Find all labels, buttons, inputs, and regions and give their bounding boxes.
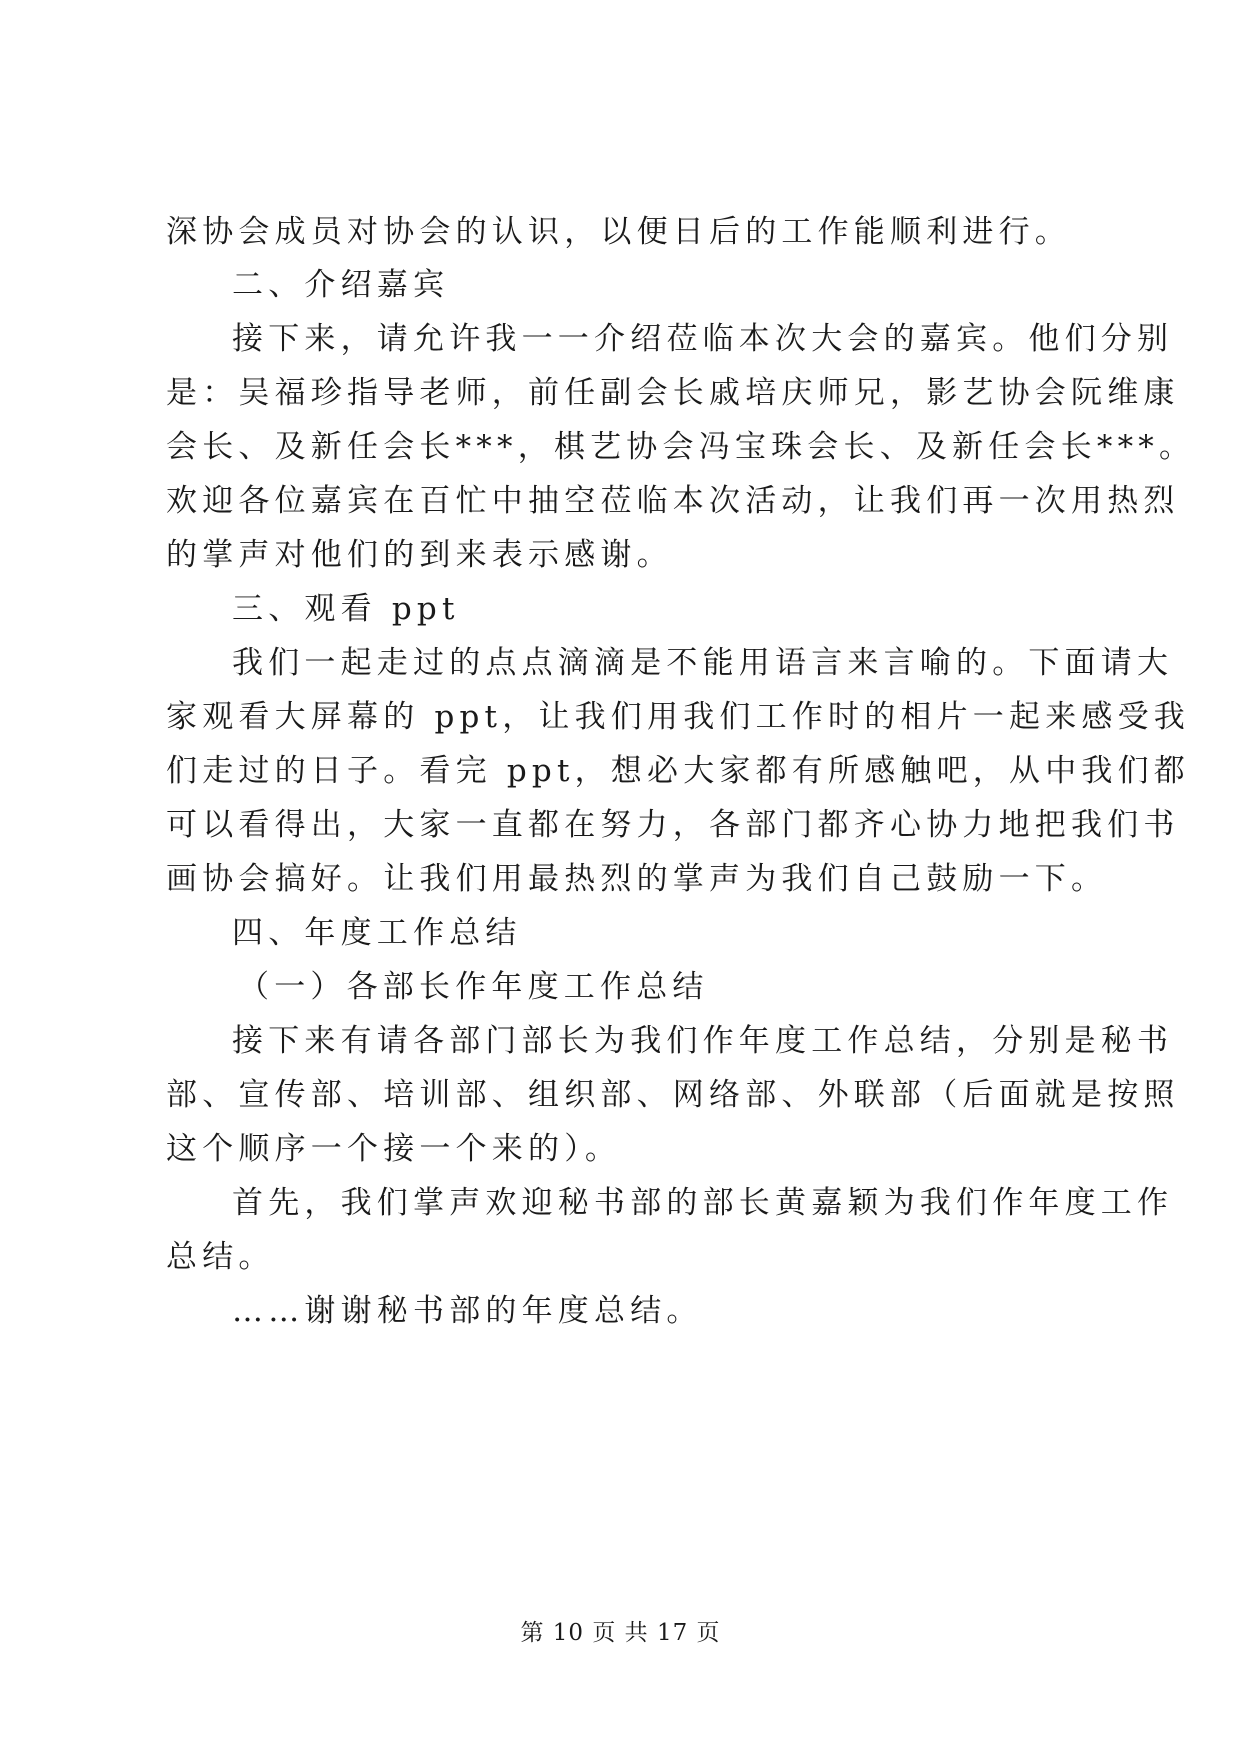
page-number-footer: 第 10 页 共 17 页: [520, 1620, 721, 1646]
text-line: 们走过的日子。看完 ppt，想必大家都有所感触吧，从中我们都: [166, 753, 1190, 789]
text-line: 可以看得出，大家一直都在努力，各部门都齐心协力地把我们书: [166, 807, 1180, 843]
text-line: ……谢谢秘书部的年度总结。: [232, 1293, 703, 1329]
text-line: 家观看大屏幕的 ppt，让我们用我们工作时的相片一起来感受我: [166, 699, 1190, 735]
text-line: 接下来，请允许我一一介绍莅临本次大会的嘉宾。他们分别: [232, 321, 1174, 357]
text-line: 是：吴福珍指导老师，前任副会长戚培庆师兄，影艺协会阮维康: [166, 375, 1180, 411]
text-line: 画协会搞好。让我们用最热烈的掌声为我们自己鼓励一下。: [166, 861, 1108, 897]
section-heading: 二、介绍嘉宾: [232, 267, 450, 303]
text-line: 欢迎各位嘉宾在百忙中抽空莅临本次活动，让我们再一次用热烈: [166, 483, 1180, 519]
section-heading: 四、年度工作总结: [232, 915, 522, 951]
text-line: 接下来有请各部门部长为我们作年度工作总结，分别是秘书: [232, 1023, 1174, 1059]
section-heading: 三、观看 ppt: [232, 591, 460, 627]
text-line: 的掌声对他们的到来表示感谢。: [166, 537, 673, 573]
text-line: 深协会成员对协会的认识，以便日后的工作能顺利进行。: [166, 214, 1071, 250]
text-line: 部、宣传部、培训部、组织部、网络部、外联部（后面就是按照: [166, 1077, 1180, 1113]
text-line: 我们一起走过的点点滴滴是不能用语言来言喻的。下面请大: [232, 645, 1174, 681]
text-line: 首先，我们掌声欢迎秘书部的部长黄嘉颖为我们作年度工作: [232, 1185, 1174, 1221]
text-line: 这个顺序一个接一个来的）。: [166, 1131, 622, 1167]
subsection-heading: （一）各部长作年度工作总结: [238, 969, 709, 1005]
text-line: 会长、及新任会长***，棋艺协会冯宝珠会长、及新任会长***。: [166, 429, 1196, 465]
text-line: 总结。: [166, 1239, 275, 1275]
